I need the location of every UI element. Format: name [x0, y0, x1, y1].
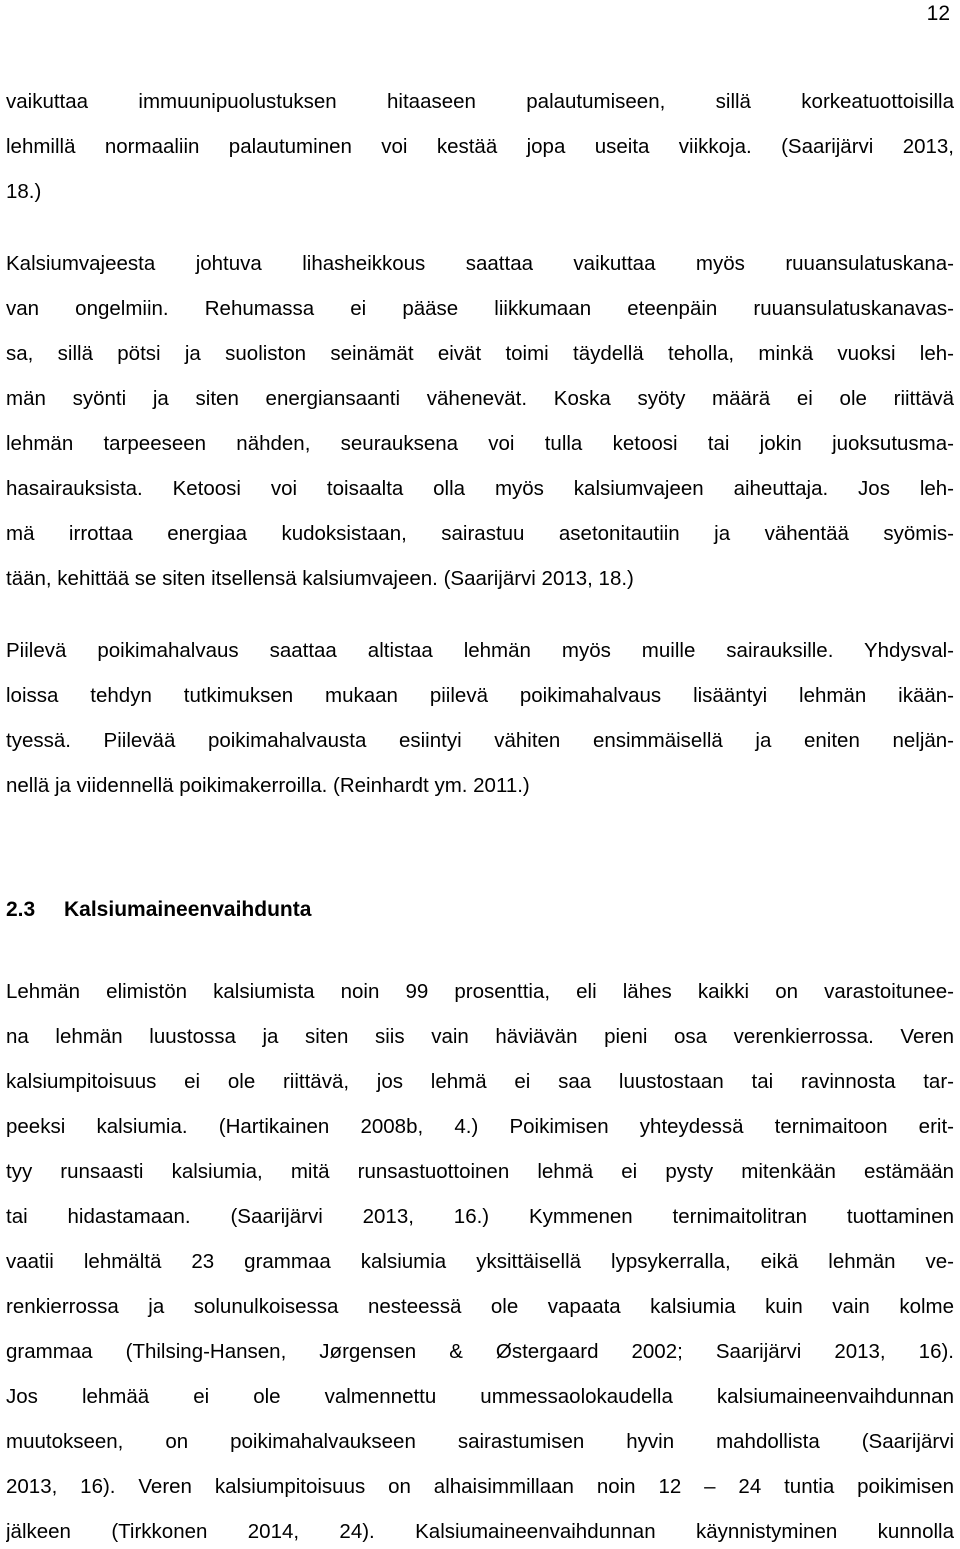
text-line: vaikuttaa immuunipuolustuksen hitaaseen palautumiseen, sillä korkeatuottoisilla — [6, 90, 954, 113]
text-line: tään, kehittää se siten itsellensä kalsiumvajeen. (Saarijärvi 2013, 18.) — [6, 567, 634, 590]
section-heading — [6, 896, 311, 924]
text-line: tai hidastamaan. (Saarijärvi 2013, 16.) Kymmenen ternimaitolitran tuottaminen — [6, 1205, 954, 1228]
section-title: Kalsiumaineenvaihdunta — [64, 898, 312, 921]
section-number: 2.3 — [6, 898, 36, 921]
text-line: 18.) — [6, 180, 42, 203]
text-line: van ongelmiin. Rehumassa ei pääse liikkumaan eteenpäin ruuansulatuskanavas- — [6, 297, 954, 320]
text-line: loissa tehdyn tutkimuksen mukaan piilevä poikimahalvaus lisääntyi lehmän ikään- — [6, 684, 954, 707]
text-line: jälkeen (Tirkkonen 2014, 24). Kalsiumaineenvaihdunnan käynnistyminen kunnolla — [6, 1520, 954, 1543]
text-line: män syönti ja siten energiansaanti vähenevät. Koska syöty määrä ei ole riittävä — [6, 387, 954, 410]
text-line: Jos lehmää ei ole valmennettu ummessaolokaudella kalsiumaineenvaihdunnan — [6, 1385, 954, 1408]
text-line: muutokseen, on poikimahalvaukseen sairastumisen hyvin mahdollista (Saarijärvi — [6, 1430, 954, 1453]
text-line: Piilevä poikimahalvaus saattaa altistaa lehmän myös muille sairauksille. Yhdysval- — [6, 639, 954, 662]
text-line: renkierrossa ja solunulkoisessa nesteessä ole vapaata kalsiumia kuin vain kolme — [6, 1295, 954, 1318]
page-number: 12 — [926, 2, 950, 25]
text-line: nellä ja viidennellä poikimakerroilla. (Reinhardt ym. 2011.) — [6, 774, 530, 797]
text-line: 2013, 16). Veren kalsiumpitoisuus on alhaisimmillaan noin 12 – 24 tuntia poikimisen — [6, 1475, 954, 1498]
text-line: Kalsiumvajeesta johtuva lihasheikkous saattaa vaikuttaa myös ruuansulatuskana- — [6, 252, 954, 275]
text-line: na lehmän luustossa ja siten siis vain häviävän pieni osa verenkierrossa. Veren — [6, 1025, 954, 1048]
text-line: kalsiumpitoisuus ei ole riittävä, jos lehmä ei saa luustostaan tai ravinnosta tar- — [6, 1070, 954, 1093]
text-line: hasairauksista. Ketoosi voi toisaalta olla myös kalsiumvajeen aiheuttaja. Jos leh- — [6, 477, 954, 500]
text-line: sa, sillä pötsi ja suoliston seinämät eivät toimi täydellä teholla, minkä vuoksi leh- — [6, 342, 954, 365]
text-line: mä irrottaa energiaa kudoksistaan, sairastuu asetonitautiin ja vähentää syömis- — [6, 522, 954, 545]
text-line: vaatii lehmältä 23 grammaa kalsiumia yksittäisellä lypsykerralla, eikä lehmän ve- — [6, 1250, 954, 1273]
text-line: lehmillä normaaliin palautuminen voi kestää jopa useita viikkoja. (Saarijärvi 2013, — [6, 135, 954, 158]
text-line: Lehmän elimistön kalsiumista noin 99 prosenttia, eli lähes kaikki on varastoitunee- — [6, 980, 954, 1003]
text-line: lehmän tarpeeseen nähden, seurauksena voi tulla ketoosi tai jokin juoksutusma- — [6, 432, 954, 455]
text-line: tyy runsaasti kalsiumia, mitä runsastuottoinen lehmä ei pysty mitenkään estämään — [6, 1160, 954, 1183]
text-line: peeksi kalsiumia. (Hartikainen 2008b, 4.) Poikimisen yhteydessä ternimaitoon erit- — [6, 1115, 954, 1138]
text-line: grammaa (Thilsing-Hansen, Jørgensen & Østergaard 2002; Saarijärvi 2013, 16). — [6, 1340, 954, 1363]
text-line: tyessä. Piilevää poikimahalvausta esiintyi vähiten ensimmäisellä ja eniten neljän- — [6, 729, 954, 752]
